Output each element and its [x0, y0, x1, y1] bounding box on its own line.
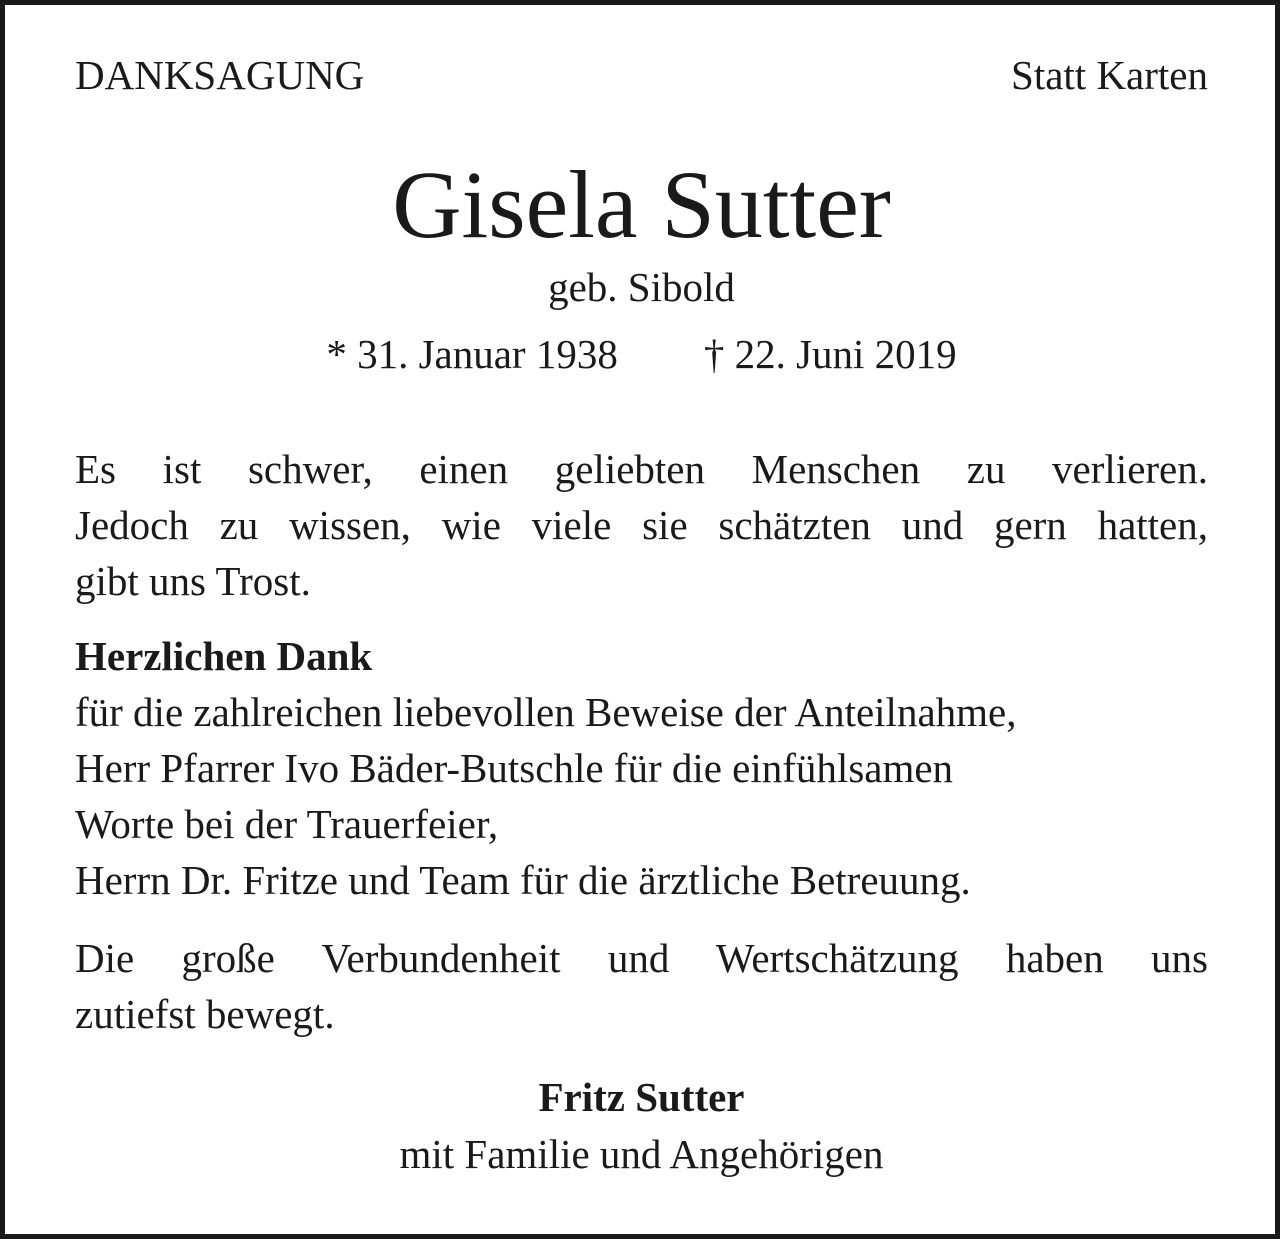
life-dates — [75, 331, 1208, 377]
intro-line: gibt uns Trost. — [75, 558, 311, 604]
birth-date: * 31. Januar 1938 — [326, 331, 618, 377]
death-date: † 22. Juni 2019 — [703, 331, 957, 377]
thanks-paragraph — [75, 628, 1208, 908]
header-left-label: DANKSAGUNG — [75, 52, 365, 98]
header-row — [75, 52, 1208, 98]
signature-name: Fritz Sutter — [538, 1074, 745, 1120]
header-right-label: Statt Karten — [1011, 52, 1208, 98]
thanks-line: Herrn Dr. Fritze und Team für die ärztliche Betreuung. — [75, 857, 971, 903]
intro-paragraph — [75, 441, 1208, 609]
intro-line: Jedoch zu wissen, wie viele sie schätzten und gern hatten, — [75, 502, 1208, 548]
thanks-line: Worte bei der Trauerfeier, — [75, 801, 499, 847]
maiden-name: geb. Sibold — [548, 264, 735, 310]
thanks-line: für die zahlreichen liebevollen Beweise der Anteilnahme, — [75, 689, 1017, 735]
thanks-heading: Herzlichen Dank — [75, 633, 373, 679]
thanks-line: Herr Pfarrer Ivo Bäder-Butschle für die einfühlsamen — [75, 745, 954, 791]
closing-line: Die große Verbundenheit und Wertschätzung haben uns — [75, 935, 1208, 981]
closing-paragraph — [75, 930, 1208, 1042]
signature-family: mit Familie und Angehörigen — [399, 1131, 884, 1177]
intro-line: Es ist schwer, einen geliebten Menschen zu verlieren. — [75, 446, 1208, 492]
closing-line: zutiefst bewegt. — [75, 991, 335, 1037]
deceased-name: Gisela Sutter — [392, 151, 891, 258]
